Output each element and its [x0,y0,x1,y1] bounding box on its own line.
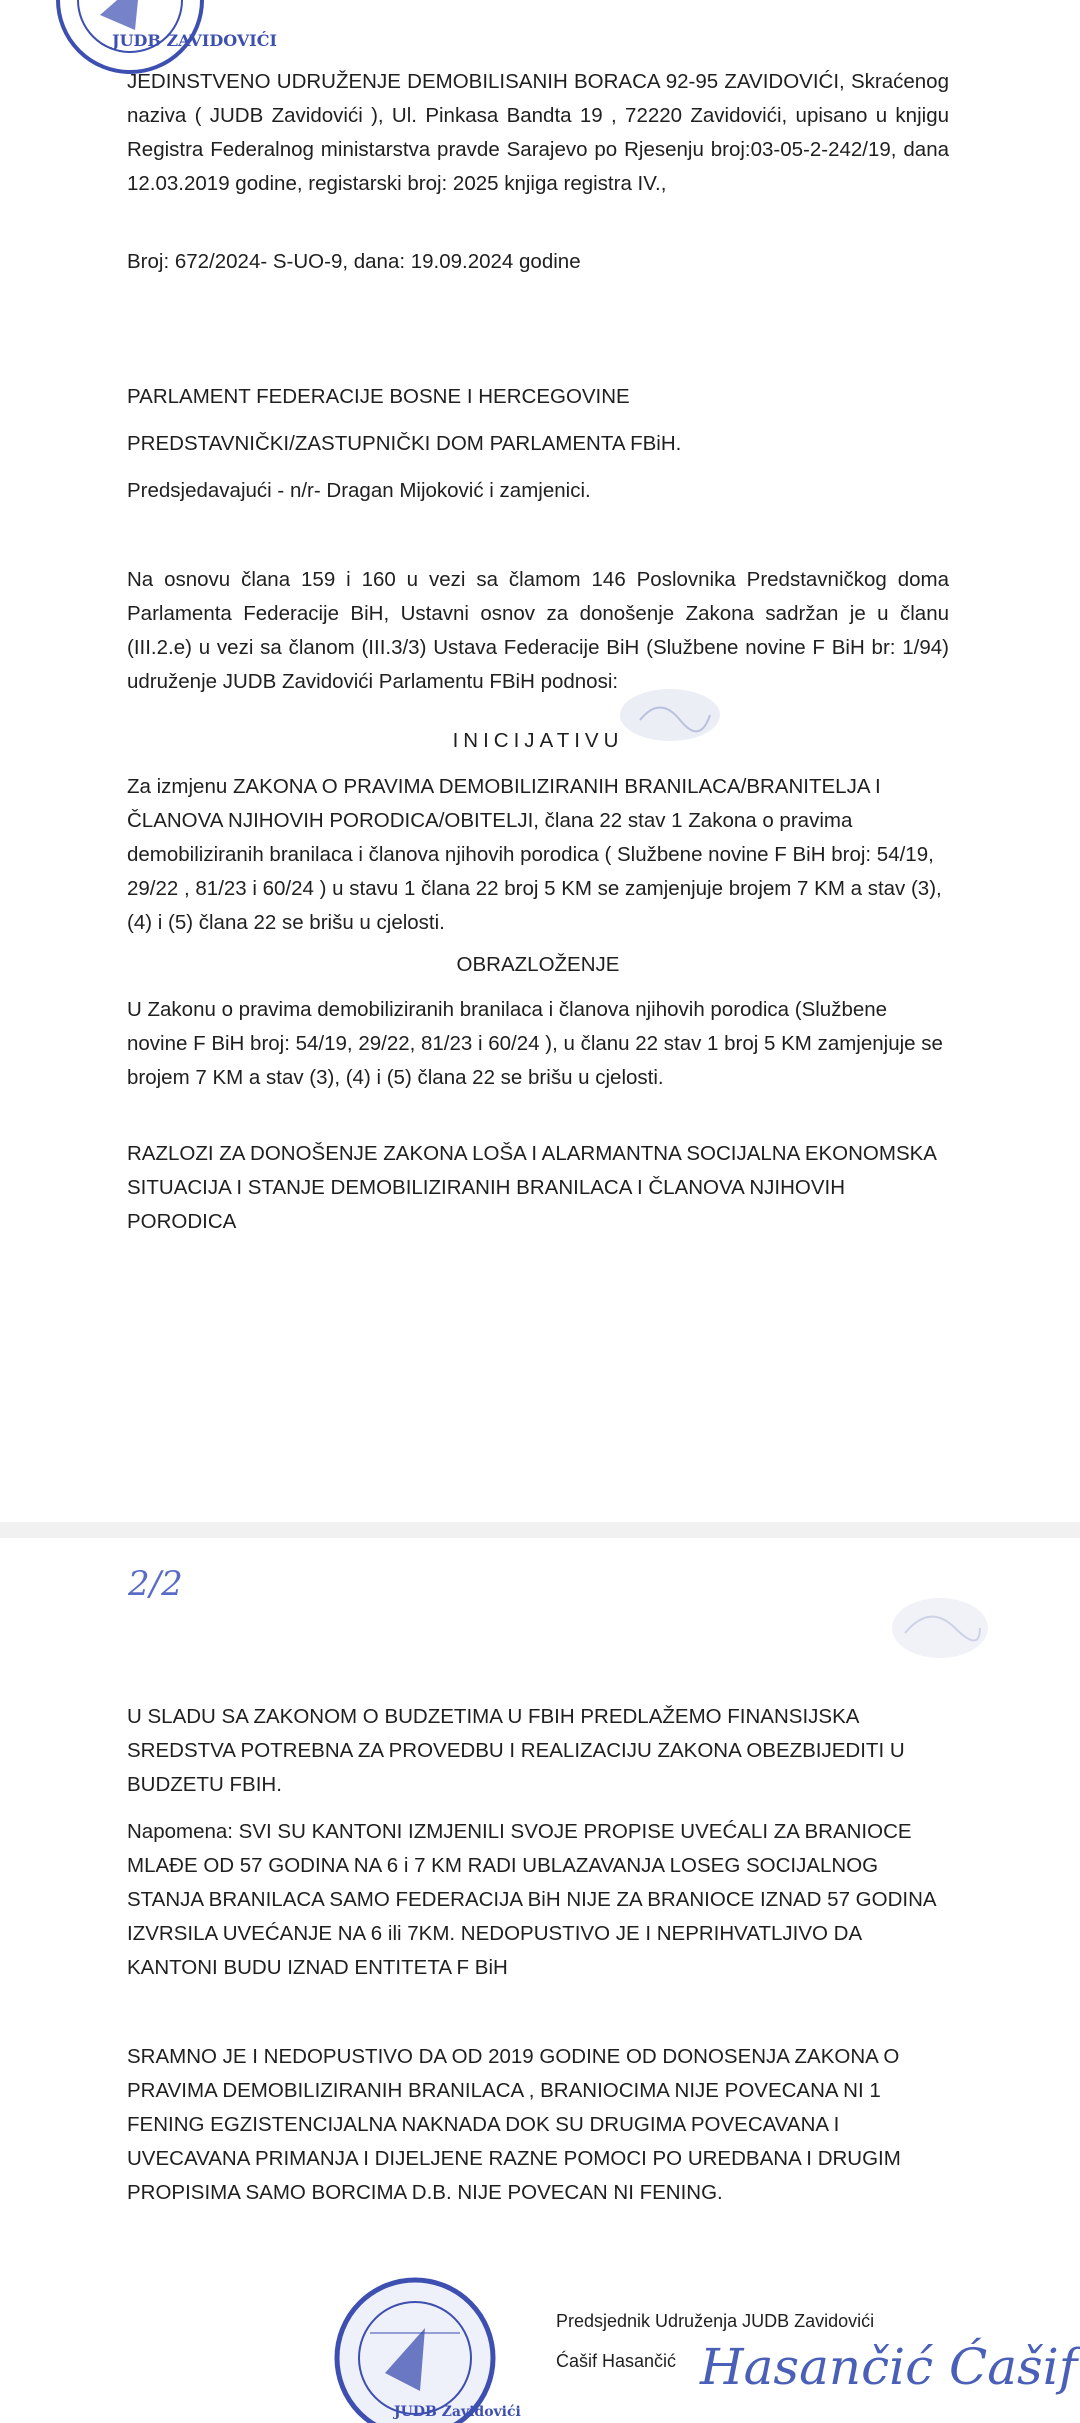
explanation-title: OBRAZLOŽENJE [456,953,620,976]
statement-paragraph: SRAMNO JE I NEDOPUSTIVO DA OD 2019 GODINE OD DONOSENJA ZAKONA O PRAVIMA DEMOBILIZIRANIH BRANILACA , BRANIOCIMA NIJE POVECANA NI 1 FENING EGZISTENCIJALNA NAKNADA DOK SU DRUGIMA POVECAVANA I UVECAVANA PRIMANJA I DIJELJENE RAZNE POMOCI PO UREDBANA I DRUGIM PROPISIMA SAMO BORCIMA D.B. NIJE POVECAN NI FENING. [127,2045,901,2204]
initiative-title: INICIJATIVU [452,729,624,752]
explanation-paragraph: U Zakonu o pravima demobiliziranih branilaca i članova njihovih porodica (Službene novine F BiH broj: 54/19, 29/22, 81/23 i 60/24 ), u članu 22 stav 1 broj 5 KM zamjenjuje se brojem 7 KM a stav (3), (4) i (5) člana 22 se brišu u cjelosti. [127,998,943,1089]
document-reference: Broj: 672/2024- S-UO-9, dana: 19.09.2024 godine [127,250,581,273]
reasons-paragraph: RAZLOZI ZA DONOŠENJE ZAKONA LOŠA I ALARMANTNA SOCIJALNA EKONOMSKA SITUACIJA I STANJE DEMOBILIZIRANIH BRANILACA I ČLANOVA NJIHOVIH PORODICA [127,1142,936,1233]
ink-smudge [880,1588,1000,1668]
legal-basis-paragraph: Na osnovu člana 159 i 160 u vezi sa člamom 146 Poslovnika Predstavničkog doma Parlamenta Federacije BiH, Ustavni osnov za donošenje Zakona sadržan je u članu (III.2.e) u vezi sa članom (III.3/3) Ustava Federacije BiH (Službene novine F BiH br: 1/94) udruženje JUDB Zavidovići Parlamentu FBiH podnosi: [127,568,949,693]
recipient-line-2: PREDSTAVNIČKI/ZASTUPNIČKI DOM PARLAMENTA FBiH. [127,432,682,455]
note-paragraph: Napomena: SVI SU KANTONI IZMJENILI SVOJE PROPISE UVEĆALI ZA BRANIOCE MLAĐE OD 57 GODINA NA 6 i 7 KM RADI UBLAZAVANJA LOSEG SOCIJALNOG STANJA BRANILACA SAMO FEDERACIJA BiH NIJE ZA BRANIOCE IZNAD 57 GODINA IZVRSILA UVEĆANJE NA 6 ili 7KM. NEDOPUSTIVO JE I NEPRIHVATLJIVO DA KANTONI BUDU IZNAD ENTITETA F BiH [127,1820,936,1979]
recipient-line-3: Predsjedavajući - n/r- Dragan Mijoković i zamjenici. [127,479,591,502]
document-page-2 [0,1538,1080,2420]
initiative-paragraph: Za izmjenu ZAKONA O PRAVIMA DEMOBILIZIRANIH BRANILACA/BRANITELJA I ČLANOVA NJIHOVIH PORODICA/OBITELJI, člana 22 stav 1 Zakona o pravima demobiliziranih branilaca i članova njihovih porodica ( Službene novine F BiH broj: 54/19, 29/22 , 81/23 i 60/24 ) u stavu 1 člana 22 broj 5 KM se zamjenjuje brojem 7 KM a stav (3), (4) i (5) člana 22 se brišu u cjelosti. [127,775,942,934]
handwritten-signature: Hasančić Ćašif [700,2338,1078,2396]
signatory-name: Ćašif Hasančić [556,2351,677,2371]
stamp-text: JUDB Zavidovići [394,2404,521,2420]
page-separator [0,1522,1080,1538]
signatory-title: Predsjednik Udruženja JUDB Zavidovići [556,2311,875,2331]
stamp-text: JUDB ZAVIDOVIĆI [112,31,277,50]
budget-paragraph: U SLADU SA ZAKONOM O BUDZETIMA U FBIH PREDLAŽEMO FINANSIJSKA SREDSTVA POTREBNA ZA PROVEDBU I REALIZACIJU ZAKONA OBEZBIJEDITI U BUDZETU FBIH. [127,1705,905,1796]
organization-address: JEDINSTVENO UDRUŽENJE DEMOBILISANIH BORACA 92-95 ZAVIDOVIĆI, Skraćenog naziva ( JUDB Zavidovići ), Ul. Pinkasa Bandta 19 , 72220 Zavidovići, upisano u knjigu Registra Federalnog ministarstva pravde Sarajevo po Rjesenju broj:03-05-2-242/19, dana 12.03.2019 godine, registarski broj: 2025 knjiga registra IV., [127,70,949,195]
recipient-line-1: PARLAMENT FEDERACIJE BOSNE I HERCEGOVINE [127,385,630,408]
page-number: 2/2 [128,1564,183,1604]
organization-stamp [330,2273,521,2423]
